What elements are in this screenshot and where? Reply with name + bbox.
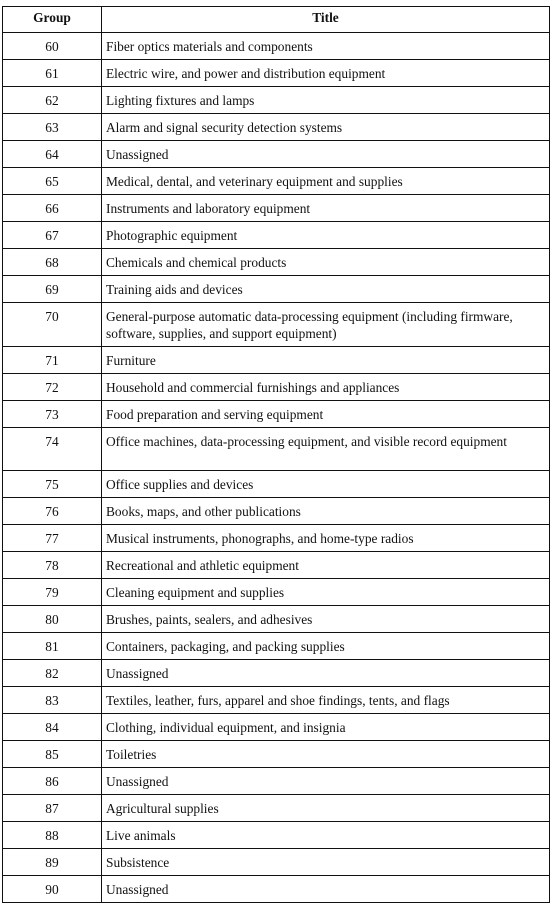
- table-row: [3, 794, 550, 821]
- title-cell: Food preparation and serving equipment: [102, 401, 550, 428]
- table-row: [3, 578, 550, 605]
- group-cell: 80: [3, 605, 102, 632]
- group-cell: 73: [3, 401, 102, 428]
- group-cell: 83: [3, 686, 102, 713]
- table-row: [3, 632, 550, 659]
- group-cell: 78: [3, 551, 102, 578]
- title-cell: Training aids and devices: [102, 276, 550, 303]
- title-cell: Containers, packaging, and packing supplies: [102, 632, 550, 659]
- table-row: [3, 374, 550, 401]
- title-cell: Toiletries: [102, 740, 550, 767]
- group-cell: 69: [3, 276, 102, 303]
- title-cell: Instruments and laboratory equipment: [102, 195, 550, 222]
- group-cell: 70: [3, 303, 102, 347]
- table-row: [3, 168, 550, 195]
- title-cell: Brushes, paints, sealers, and adhesives: [102, 605, 550, 632]
- group-cell: 71: [3, 347, 102, 374]
- table-row: [3, 401, 550, 428]
- title-cell: Medical, dental, and veterinary equipment and supplies: [102, 168, 550, 195]
- group-cell: 68: [3, 249, 102, 276]
- table-row: [3, 87, 550, 114]
- title-cell: Fiber optics materials and components: [102, 33, 550, 60]
- table-row: [3, 222, 550, 249]
- table-row: [3, 497, 550, 524]
- group-cell: 85: [3, 740, 102, 767]
- group-cell: 74: [3, 428, 102, 471]
- table-row: [3, 848, 550, 875]
- title-cell: Office machines, data-processing equipment, and visible record equipment: [102, 428, 550, 471]
- column-header-group: Group: [3, 7, 102, 33]
- title-cell: Musical instruments, phonographs, and home-type radios: [102, 524, 550, 551]
- group-cell: 84: [3, 713, 102, 740]
- table-row: [3, 713, 550, 740]
- title-cell: Lighting fixtures and lamps: [102, 87, 550, 114]
- group-cell: 90: [3, 875, 102, 902]
- group-cell: 67: [3, 222, 102, 249]
- table-row: [3, 875, 550, 902]
- group-cell: 63: [3, 114, 102, 141]
- table-body: [3, 33, 550, 903]
- group-cell: 60: [3, 33, 102, 60]
- header-row: [3, 7, 550, 33]
- table-row: [3, 249, 550, 276]
- table-row: [3, 347, 550, 374]
- table-row: [3, 767, 550, 794]
- group-title-table: [2, 6, 550, 903]
- table-row: [3, 114, 550, 141]
- table-row: [3, 33, 550, 60]
- group-cell: 89: [3, 848, 102, 875]
- title-cell: Photographic equipment: [102, 222, 550, 249]
- group-cell: 66: [3, 195, 102, 222]
- title-cell: Furniture: [102, 347, 550, 374]
- group-cell: 76: [3, 497, 102, 524]
- table-row: [3, 605, 550, 632]
- group-cell: 79: [3, 578, 102, 605]
- group-cell: 86: [3, 767, 102, 794]
- group-cell: 87: [3, 794, 102, 821]
- table-row: [3, 141, 550, 168]
- table-row: [3, 428, 550, 471]
- table-row: [3, 470, 550, 497]
- title-cell: Household and commercial furnishings and appliances: [102, 374, 550, 401]
- group-cell: 65: [3, 168, 102, 195]
- group-cell: 82: [3, 659, 102, 686]
- title-cell: General-purpose automatic data-processing equipment (including firmware, software, supplies, and support equipment): [102, 303, 550, 347]
- table-row: [3, 686, 550, 713]
- group-cell: 72: [3, 374, 102, 401]
- title-cell: Recreational and athletic equipment: [102, 551, 550, 578]
- title-cell: Office supplies and devices: [102, 470, 550, 497]
- title-cell: Clothing, individual equipment, and insignia: [102, 713, 550, 740]
- group-cell: 81: [3, 632, 102, 659]
- title-cell: Chemicals and chemical products: [102, 249, 550, 276]
- table-row: [3, 740, 550, 767]
- table-row: [3, 276, 550, 303]
- group-cell: 62: [3, 87, 102, 114]
- title-cell: Subsistence: [102, 848, 550, 875]
- title-cell: Unassigned: [102, 141, 550, 168]
- title-cell: Agricultural supplies: [102, 794, 550, 821]
- title-cell: Unassigned: [102, 659, 550, 686]
- table-row: [3, 303, 550, 347]
- table-row: [3, 551, 550, 578]
- table-row: [3, 60, 550, 87]
- title-cell: Electric wire, and power and distribution equipment: [102, 60, 550, 87]
- table-row: [3, 821, 550, 848]
- group-cell: 88: [3, 821, 102, 848]
- title-cell: Textiles, leather, furs, apparel and shoe findings, tents, and flags: [102, 686, 550, 713]
- table-row: [3, 524, 550, 551]
- group-cell: 61: [3, 60, 102, 87]
- table-row: [3, 195, 550, 222]
- group-cell: 75: [3, 470, 102, 497]
- title-cell: Alarm and signal security detection systems: [102, 114, 550, 141]
- title-cell: Books, maps, and other publications: [102, 497, 550, 524]
- column-header-title: Title: [102, 7, 550, 33]
- title-cell: Cleaning equipment and supplies: [102, 578, 550, 605]
- table-row: [3, 659, 550, 686]
- title-cell: Unassigned: [102, 767, 550, 794]
- title-cell: Unassigned: [102, 875, 550, 902]
- title-cell: Live animals: [102, 821, 550, 848]
- group-cell: 77: [3, 524, 102, 551]
- group-cell: 64: [3, 141, 102, 168]
